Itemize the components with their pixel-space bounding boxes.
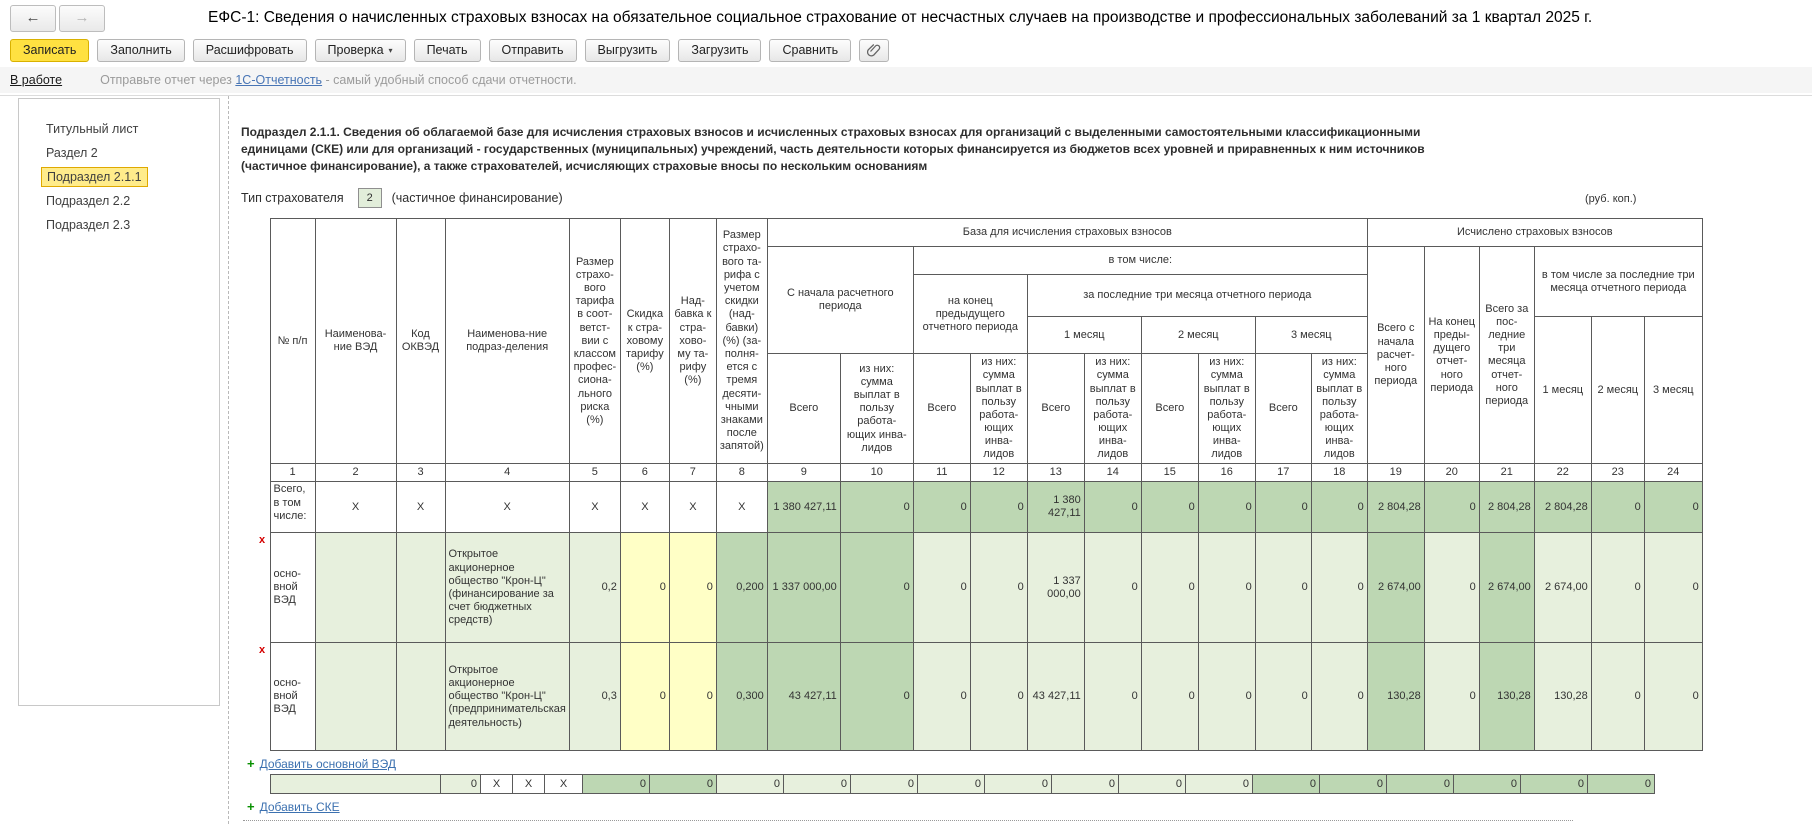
base-cell[interactable]: 1 337 000,00	[1027, 533, 1084, 643]
chevron-down-icon: ▾	[388, 45, 393, 55]
calc-cell[interactable]: 0	[1591, 643, 1644, 751]
header-month-1: 1 месяц	[1027, 317, 1141, 354]
header-month-3: 3 месяц	[1255, 317, 1367, 354]
sidebar-item-label: Подраздел 2.2	[46, 194, 131, 208]
content-area	[0, 95, 1812, 824]
ske-value-cell[interactable]: 0	[1119, 775, 1186, 794]
base-cell[interactable]: 0	[1084, 533, 1141, 643]
col-number: 4	[445, 464, 569, 482]
col-header-final-tariff: Размер страхо-вого та-рифа с учетом скидки (над-бавки) (%) (за-полня-ется с тремя десяти-чными знаками после запятой)	[716, 219, 767, 464]
sidebar-item-label: Раздел 2	[46, 146, 98, 160]
plus-icon: +	[247, 799, 255, 815]
delete-row-button[interactable]: x	[259, 533, 266, 546]
toolbar	[0, 36, 1812, 64]
tariff-cell[interactable]: 0,2	[569, 533, 620, 643]
header-total: Всего	[767, 354, 840, 464]
final-tariff-cell[interactable]: 0,200	[716, 533, 767, 643]
ske-value-cell[interactable]: 0	[1052, 775, 1119, 794]
totals-na-cell: Х	[315, 482, 396, 533]
totals-cell: 0	[1644, 482, 1702, 533]
header-last-3-months: за последние три месяца отчетного периода	[1027, 275, 1367, 317]
calc-cell[interactable]: 2 674,00	[1534, 533, 1591, 643]
col-header-tariff-by-risk-class: Размер страхо-вого тарифа в соот-ветст-вии с классом профес-сиона-льного риска (%)	[569, 219, 620, 464]
discount-cell[interactable]: 0	[620, 643, 669, 751]
calc-cell[interactable]: 130,28	[1479, 643, 1534, 751]
base-cell[interactable]: 0	[1255, 533, 1311, 643]
ske-value-cell[interactable]: 0	[1387, 775, 1454, 794]
reporting-service-link[interactable]: 1С-Отчетность	[235, 73, 323, 87]
sidebar-item-label: Подраздел 2.3	[46, 218, 131, 232]
base-cell[interactable]: 0	[1311, 643, 1367, 751]
col-number: 8	[716, 464, 767, 482]
base-cell[interactable]: 0	[1198, 643, 1255, 751]
sidebar-item-subsection-2-1-1[interactable]	[19, 165, 219, 189]
ske-value-cell[interactable]: 0	[851, 775, 918, 794]
col-number: 16	[1198, 464, 1255, 482]
table-row	[256, 533, 1702, 643]
sidebar-item-subsection-2-2[interactable]	[19, 189, 219, 213]
attachments-button[interactable]	[859, 39, 889, 62]
base-cell[interactable]: 0	[1255, 643, 1311, 751]
main-panel	[233, 96, 1812, 824]
fill-button[interactable]: Заполнить	[97, 39, 184, 62]
ske-value-cell[interactable]: 0	[1320, 775, 1387, 794]
totals-cell: 2 804,28	[1367, 482, 1424, 533]
sidebar-item-label: Подраздел 2.1.1	[41, 167, 148, 187]
ved-type-cell: осно-вной ВЭД	[270, 643, 315, 751]
print-button[interactable]: Печать	[414, 39, 481, 62]
sections-sidebar	[18, 98, 220, 706]
header-of-which-disabled: из них: сумма выплат в пользу работа-ющих инва-лидов	[1311, 354, 1367, 464]
header-of-which-disabled: из них: сумма выплат в пользу работа-ющих инва-лидов	[840, 354, 913, 464]
base-cell[interactable]: 0	[1311, 533, 1367, 643]
check-label: Проверка	[327, 43, 384, 57]
ske-value-cell[interactable]: 0	[1454, 775, 1521, 794]
col-number: 18	[1311, 464, 1367, 482]
surcharge-cell[interactable]: 0	[669, 533, 716, 643]
add-ved-link[interactable]: Добавить основной ВЭД	[259, 756, 397, 771]
division-name-cell[interactable]: Открытое акционерное общество "Крон-Ц"(финансирование за счет бюджетных средств)	[445, 533, 569, 643]
contributions-table	[256, 218, 1703, 751]
base-cell[interactable]: 1 337 000,00	[767, 533, 840, 643]
insurer-type-field[interactable]: 2	[358, 188, 382, 208]
col-number: 1	[270, 464, 315, 482]
base-cell[interactable]: 43 427,11	[1027, 643, 1084, 751]
col-header-division-name: Наименова-ние подраз-деления	[445, 219, 569, 464]
col-number: 5	[569, 464, 620, 482]
surcharge-cell[interactable]: 0	[669, 643, 716, 751]
col-header-calc-last-3-months: Всего за пос-ледние три месяца отчет-ного периода	[1479, 247, 1534, 464]
totals-cell: 0	[1311, 482, 1367, 533]
calc-cell[interactable]: 0	[1644, 643, 1702, 751]
table-row	[256, 643, 1702, 751]
header-of-which-disabled: из них: сумма выплат в пользу работа-ющих инва-лидов	[1198, 354, 1255, 464]
totals-cell: 0	[1424, 482, 1479, 533]
ske-value-cell[interactable]: 0	[717, 775, 784, 794]
header-of-which-disabled: из них: сумма выплат в пользу работа-ющих инва-лидов	[970, 354, 1027, 464]
totals-cell: 0	[1141, 482, 1198, 533]
col-number: 21	[1479, 464, 1534, 482]
division-name-cell[interactable]: Открытое акционерное общество "Крон-Ц"(предпринимательская деятельность)	[445, 643, 569, 751]
column-numbers-row	[256, 464, 1702, 482]
forward-arrow-icon: →	[74, 8, 90, 26]
col-number: 20	[1424, 464, 1479, 482]
col-number: 23	[1591, 464, 1644, 482]
header-total: Всего	[1255, 354, 1311, 464]
group-header-calculated: Исчислено страховых взносов	[1367, 219, 1702, 247]
ske-value-cell[interactable]: 0	[918, 775, 985, 794]
forward-button[interactable]	[59, 5, 105, 32]
header-total: Всего	[1141, 354, 1198, 464]
col-header-row-number: № п/п	[270, 219, 315, 464]
totals-na-cell: Х	[569, 482, 620, 533]
calc-cell[interactable]: 130,28	[1534, 643, 1591, 751]
header-calc-month-2: 2 месяц	[1591, 317, 1644, 464]
base-cell[interactable]: 0	[1141, 643, 1198, 751]
col-number: 2	[315, 464, 396, 482]
col-number: 13	[1027, 464, 1084, 482]
base-cell[interactable]: 0	[1141, 533, 1198, 643]
calc-cell[interactable]: 0	[1591, 533, 1644, 643]
col-number: 6	[620, 464, 669, 482]
export-button[interactable]: Выгрузить	[585, 39, 671, 62]
col-header-ved-name: Наименова-ние ВЭД	[315, 219, 396, 464]
totals-label: Всего, в том числе:	[270, 482, 315, 533]
col-header-okved: Код ОКВЭД	[396, 219, 445, 464]
okved-cell[interactable]	[396, 533, 445, 643]
okved-cell[interactable]	[396, 643, 445, 751]
status-hint	[100, 73, 577, 87]
col-number: 15	[1141, 464, 1198, 482]
ske-tariff-cell[interactable]: 0	[441, 775, 481, 794]
report-state-link[interactable]: В работе	[10, 73, 63, 87]
totals-cell: 2 804,28	[1479, 482, 1534, 533]
base-cell[interactable]: 0	[840, 643, 913, 751]
ske-value-cell[interactable]: 0	[1253, 775, 1320, 794]
totals-cell: 0	[1084, 482, 1141, 533]
insurer-type-row	[241, 188, 1812, 208]
ske-value-cell[interactable]: 0	[1186, 775, 1253, 794]
totals-na-cell: Х	[396, 482, 445, 533]
compare-button[interactable]: Сравнить	[769, 39, 851, 62]
base-cell[interactable]: 0	[913, 533, 970, 643]
totals-na-cell: Х	[716, 482, 767, 533]
add-ved-row	[247, 756, 1812, 771]
totals-cell: 2 804,28	[1534, 482, 1591, 533]
hint-text-after: - самый удобный способ сдачи отчетности.	[322, 73, 577, 87]
col-number: 24	[1644, 464, 1702, 482]
ved-name-cell[interactable]	[315, 533, 396, 643]
col-number: 11	[913, 464, 970, 482]
sidebar-item-label: Титульный лист	[46, 122, 139, 136]
marker-spacer	[256, 482, 270, 533]
base-cell[interactable]: 0	[913, 643, 970, 751]
col-header-calc-prev-period: На конец преды-дущего отчет-ного периода	[1424, 247, 1479, 464]
sidebar-item-title-page[interactable]	[19, 117, 219, 141]
status-bar	[0, 67, 1812, 93]
base-cell[interactable]: 43 427,11	[767, 643, 840, 751]
header-total: Всего	[1027, 354, 1084, 464]
save-button[interactable]: Записать	[10, 39, 89, 62]
col-number: 19	[1367, 464, 1424, 482]
ske-value-cell[interactable]: 0	[985, 775, 1052, 794]
check-menu-button[interactable]	[315, 39, 406, 62]
col-number: 12	[970, 464, 1027, 482]
base-cell[interactable]: 0	[970, 533, 1027, 643]
col-number: 10	[840, 464, 913, 482]
send-button[interactable]: Отправить	[489, 39, 577, 62]
ved-type-cell: осно-вной ВЭД	[270, 533, 315, 643]
calc-cell[interactable]: 130,28	[1367, 643, 1424, 751]
page-title: ЕФС-1: Сведения о начисленных страховых взносах на обязательное социальное страхование от несчастных случаев на производстве и профессиональных заболеваний за 1 квартал 2025 г.	[208, 9, 1593, 26]
col-header-surcharge: Над-бавка к стра-хово-му та-рифу (%)	[669, 219, 716, 464]
calc-cell[interactable]: 0	[1644, 533, 1702, 643]
totals-na-cell: Х	[620, 482, 669, 533]
ske-value-cell[interactable]: 0	[784, 775, 851, 794]
totals-row	[256, 482, 1702, 533]
base-cell[interactable]: 0	[1084, 643, 1141, 751]
subsection-title: Подраздел 2.1.1. Сведения об облагаемой базе для исчисления страховых взносов и исчисленных страховых взносах для организаций с выделенными самостоятельными классификационными единицами (СКЕ) или для организаций - государственных (муниципальных) учреждений, часть деятельности которых финансируется из бюджетов всех уровней и приравненных к ним источников (частичное финансирование), а также страхователей, исчисляющих страховые вносы по нескольким основаниям	[241, 125, 1425, 173]
ske-row	[256, 775, 1655, 794]
sidebar-item-section-2[interactable]	[19, 141, 219, 165]
import-button[interactable]: Загрузить	[678, 39, 761, 62]
calc-cell[interactable]: 2 674,00	[1367, 533, 1424, 643]
tariff-cell[interactable]: 0,3	[569, 643, 620, 751]
ske-value-cell[interactable]: 0	[1588, 775, 1655, 794]
header-including: в том числе:	[913, 247, 1367, 275]
sidebar-item-subsection-2-3[interactable]	[19, 213, 219, 237]
marker-spacer	[256, 219, 270, 482]
marker-spacer	[256, 775, 270, 794]
totals-cell: 0	[1198, 482, 1255, 533]
final-tariff-cell[interactable]: 0,300	[716, 643, 767, 751]
base-cell[interactable]: 0	[840, 533, 913, 643]
calc-cell[interactable]: 0	[1424, 643, 1479, 751]
totals-cell: 1 380 427,11	[767, 482, 840, 533]
col-number: 7	[669, 464, 716, 482]
back-button[interactable]	[10, 5, 56, 32]
ske-na-cell: Х	[545, 775, 583, 794]
paperclip-icon	[867, 43, 881, 58]
delete-row-button[interactable]: x	[259, 643, 266, 656]
totals-cell: 0	[970, 482, 1027, 533]
header-calc-month-1: 1 месяц	[1534, 317, 1591, 464]
discount-cell[interactable]: 0	[620, 533, 669, 643]
ske-empty-table	[256, 774, 1655, 794]
ske-value-cell[interactable]: 0	[1521, 775, 1588, 794]
back-arrow-icon: ←	[25, 8, 41, 26]
totals-na-cell: Х	[669, 482, 716, 533]
group-separator	[243, 820, 1573, 821]
totals-cell: 1 380 427,11	[1027, 482, 1084, 533]
header-calc-month-3: 3 месяц	[1644, 317, 1702, 464]
totals-cell: 0	[1255, 482, 1311, 533]
header-of-which-disabled: из них: сумма выплат в пользу работа-ющих инва-лидов	[1084, 354, 1141, 464]
base-cell[interactable]: 0	[970, 643, 1027, 751]
ske-value-cell[interactable]: 0	[583, 775, 650, 794]
ske-na-cell: Х	[513, 775, 545, 794]
header-prev-period-end: на конец предыдущего отчетного периода	[913, 275, 1027, 354]
ske-na-cell: Х	[481, 775, 513, 794]
col-header-calc-from-start: Всего с начала расчет-ного периода	[1367, 247, 1424, 464]
ske-value-cell[interactable]: 0	[650, 775, 717, 794]
hint-text-before: Отправьте отчет через	[100, 73, 236, 87]
totals-cell: 0	[1591, 482, 1644, 533]
header-month-2: 2 месяц	[1141, 317, 1255, 354]
col-number: 22	[1534, 464, 1591, 482]
col-number: 9	[767, 464, 840, 482]
insurer-type-label: Тип страхователя	[241, 191, 344, 206]
ved-name-cell[interactable]	[315, 643, 396, 751]
totals-na-cell: Х	[445, 482, 569, 533]
title-bar	[0, 0, 1812, 36]
header-from-period-start: С начала расчетного периода	[767, 247, 913, 354]
group-header-base: База для исчисления страховых взносов	[767, 219, 1367, 247]
insurer-type-note: (частичное финансирование)	[391, 191, 563, 206]
col-number: 17	[1255, 464, 1311, 482]
add-ske-link[interactable]: Добавить СКЕ	[259, 799, 340, 814]
plus-icon: +	[247, 756, 255, 772]
panel-splitter[interactable]	[228, 96, 229, 824]
calc-cell[interactable]: 2 674,00	[1479, 533, 1534, 643]
header-calc-including-last-3: в том числе за последние три месяца отчетного периода	[1534, 247, 1702, 317]
totals-cell: 0	[840, 482, 913, 533]
decipher-button[interactable]: Расшифровать	[193, 39, 307, 62]
add-ske-row	[247, 799, 1812, 814]
totals-cell: 0	[913, 482, 970, 533]
base-cell[interactable]: 0	[1198, 533, 1255, 643]
col-number: 14	[1084, 464, 1141, 482]
calc-cell[interactable]: 0	[1424, 533, 1479, 643]
col-number: 3	[396, 464, 445, 482]
header-total: Всего	[913, 354, 970, 464]
col-header-discount: Скидка к стра-ховому тарифу (%)	[620, 219, 669, 464]
currency-note: (руб. коп.)	[1585, 193, 1637, 205]
ske-lead-cell[interactable]	[270, 775, 441, 794]
